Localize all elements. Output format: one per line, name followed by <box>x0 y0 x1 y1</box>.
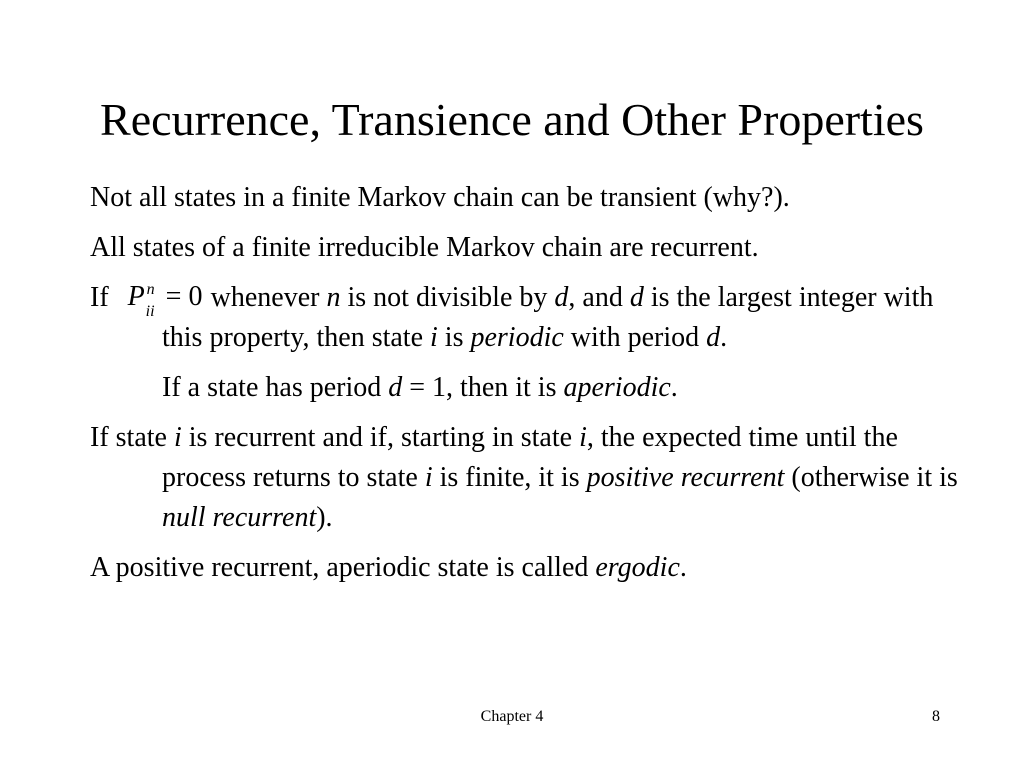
text: , the expected time until the process returns to state <box>162 422 898 493</box>
term-aperiodic: aperiodic <box>563 372 671 403</box>
var-i: i <box>424 462 433 493</box>
term-null-recurrent: null recurrent <box>162 502 317 533</box>
slide-body <box>90 178 970 598</box>
text: , and <box>568 282 630 313</box>
term-periodic: periodic <box>470 322 564 353</box>
bullet-periodic <box>90 278 970 358</box>
math-superscript: n <box>146 281 155 298</box>
text: . <box>679 552 687 583</box>
slide-title: Recurrence, Transience and Other Properties <box>100 94 924 145</box>
term-positive-recurrent: positive recurrent <box>586 462 785 493</box>
var-i: i <box>579 422 587 453</box>
text: with period <box>563 322 707 353</box>
var-i: i <box>430 322 438 353</box>
var-d: d <box>388 372 403 403</box>
math-pn-ii-equals-zero <box>116 280 204 320</box>
text: . <box>670 372 678 403</box>
math-subscript: ii <box>145 303 155 320</box>
text: is finite, it is <box>432 462 587 493</box>
text: . <box>720 322 728 353</box>
text: is the largest integer with this property, then state <box>162 282 934 353</box>
sub-bullet-aperiodic <box>90 368 970 408</box>
text: is recurrent and if, starting in state <box>181 422 580 453</box>
term-ergodic: ergodic <box>595 552 680 583</box>
var-d: d <box>629 282 644 313</box>
math-P: P <box>127 281 145 312</box>
bullet-recurrent: All states of a finite irreducible Markov chain are recurrent. <box>90 232 759 263</box>
var-d: d <box>706 322 721 353</box>
var-i: i <box>173 422 182 453</box>
text: A positive recurrent, aperiodic state is called <box>90 552 596 583</box>
text: If state <box>90 422 174 453</box>
text: is not divisible by <box>340 282 555 313</box>
text: If <box>90 282 109 313</box>
bullet-positive-recurrent <box>90 418 970 538</box>
text: = 1, then it is <box>402 372 564 403</box>
bullet-ergodic <box>90 548 970 588</box>
text: is <box>437 322 471 353</box>
bullet-transient: Not all states in a finite Markov chain can be transient (why?). <box>90 182 790 213</box>
text: whenever <box>203 282 327 313</box>
text: If a state has period <box>162 372 389 403</box>
text: (otherwise it is <box>784 462 958 493</box>
footer-page-number: 8 <box>932 708 940 725</box>
text: ). <box>316 502 333 533</box>
var-n: n <box>326 282 341 313</box>
var-d: d <box>554 282 569 313</box>
math-equals-zero: = 0 <box>165 281 203 312</box>
footer-chapter: Chapter 4 <box>480 708 544 725</box>
